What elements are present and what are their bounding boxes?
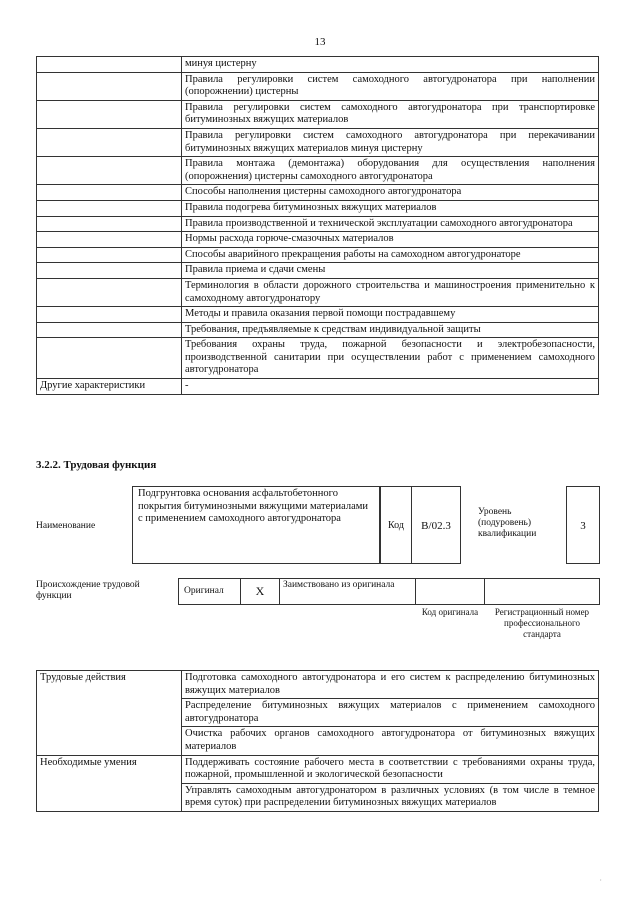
row-label-cell: Другие характеристики bbox=[37, 379, 182, 395]
table-row bbox=[37, 57, 599, 73]
row-text-cell: Способы наполнения цистерны самоходного автогудронатора bbox=[182, 185, 599, 201]
group-label-cell: Трудовые действия bbox=[37, 671, 182, 756]
corner-mark: · bbox=[599, 876, 602, 885]
row-text-cell: Нормы расхода горюче-смазочных материалов bbox=[182, 232, 599, 248]
row-text-cell: Методы и правила оказания первой помощи пострадавшему bbox=[182, 307, 599, 323]
row-text-cell: Требования охраны труда, пожарной безопасности и электробезопасности, производственной санитарии при осуществлении работ с применением самоходного автогудронатора bbox=[182, 338, 599, 379]
row-label-cell bbox=[37, 157, 182, 185]
row-label-cell bbox=[37, 200, 182, 216]
row-label-cell bbox=[37, 128, 182, 156]
reg-number-box bbox=[484, 578, 600, 605]
item-text-cell: Очистка рабочих органов самоходного автогудронатора от битуминозных вяжущих материалов bbox=[182, 727, 599, 755]
row-label-cell bbox=[37, 338, 182, 379]
origin-label: Происхождение трудовой функции bbox=[36, 580, 140, 601]
original-label: Оригинал bbox=[178, 578, 241, 605]
table-row bbox=[37, 322, 599, 338]
reg-number-caption: Регистрационный номер профессионального стандарта bbox=[494, 607, 590, 639]
table-row bbox=[37, 100, 599, 128]
row-text-cell: Способы аварийного прекращения работы на самоходном автогудронаторе bbox=[182, 247, 599, 263]
item-text-cell: Подготовка самоходного автогудронатора и его систем к распределению битуминозных вяжущих материалов bbox=[182, 671, 599, 699]
row-label-cell bbox=[37, 100, 182, 128]
table-row bbox=[37, 128, 599, 156]
item-text-cell: Распределение битуминозных вяжущих материалов с применением самоходного автогудронатора bbox=[182, 699, 599, 727]
table-row bbox=[37, 379, 599, 395]
row-label-cell bbox=[37, 185, 182, 201]
table-row bbox=[37, 307, 599, 323]
table-row bbox=[37, 278, 599, 306]
level-value: 3 bbox=[566, 486, 600, 564]
row-text-cell: Правила приема и сдачи смены bbox=[182, 263, 599, 279]
row-text-cell: - bbox=[182, 379, 599, 395]
row-text-cell: минуя цистерну bbox=[182, 57, 599, 73]
table-row bbox=[37, 338, 599, 379]
table-row bbox=[37, 232, 599, 248]
original-mark: X bbox=[240, 578, 280, 605]
code-original-box bbox=[415, 578, 485, 605]
table-row bbox=[37, 247, 599, 263]
table-row bbox=[37, 185, 599, 201]
row-text-cell: Требования, предъявляемые к средствам индивидуальной защиты bbox=[182, 322, 599, 338]
knowledge-table bbox=[36, 56, 599, 395]
row-text-cell: Терминология в области дорожного строительства и машиностроения применительно к самоходному автогудронатору bbox=[182, 278, 599, 306]
row-text-cell: Правила регулировки систем самоходного автогудронатора при перекачивании битуминозных вяжущих материалов минуя цистерну bbox=[182, 128, 599, 156]
item-text-cell: Поддерживать состояние рабочего места в соответствии с требованиями охраны труда, пожарной, промышленной и экологической безопасности bbox=[182, 755, 599, 783]
row-label-cell bbox=[37, 247, 182, 263]
function-name-field: Подгрунтовка основания асфальтобетонного покрытия битуминозными вяжущими материалами с применением самоходного автогудронатора bbox=[132, 486, 380, 564]
row-label-cell bbox=[37, 72, 182, 100]
section-title: 3.2.2. Трудовая функция bbox=[36, 459, 157, 471]
table-row bbox=[37, 755, 599, 783]
row-label-cell bbox=[37, 307, 182, 323]
row-label-cell bbox=[37, 216, 182, 232]
row-text-cell: Правила регулировки систем самоходного автогудронатора при наполнении (опорожнении) цистерны bbox=[182, 72, 599, 100]
row-text-cell: Правила монтажа (демонтажа) оборудования для осуществления наполнения (опорожнения) цистерны самоходного автогудронатора bbox=[182, 157, 599, 185]
code-label: Код bbox=[380, 486, 412, 564]
row-label-cell bbox=[37, 263, 182, 279]
table-row bbox=[37, 216, 599, 232]
level-label: Уровень (подуровень) квалификации bbox=[478, 507, 537, 539]
page-number: 13 bbox=[314, 36, 326, 48]
actions-skills-table bbox=[36, 670, 599, 812]
item-text-cell: Управлять самоходным автогудронатором в различных условиях (в том числе в темное время суток) при распределении битуминозных вяжущих материалов bbox=[182, 783, 599, 811]
group-label-cell: Необходимые умения bbox=[37, 755, 182, 811]
table-row bbox=[37, 72, 599, 100]
table-row bbox=[37, 671, 599, 699]
table-row bbox=[37, 200, 599, 216]
table-row bbox=[37, 263, 599, 279]
name-label: Наименование bbox=[36, 521, 96, 531]
row-label-cell bbox=[37, 232, 182, 248]
row-text-cell: Правила регулировки систем самоходного автогудронатора при транспортировке битуминозных вяжущих материалов bbox=[182, 100, 599, 128]
table-row bbox=[37, 157, 599, 185]
borrowed-label: Заимствовано из оригинала bbox=[279, 578, 416, 605]
row-label-cell bbox=[37, 278, 182, 306]
row-text-cell: Правила подогрева битуминозных вяжущих материалов bbox=[182, 200, 599, 216]
code-value: B/02.3 bbox=[411, 486, 461, 564]
row-label-cell bbox=[37, 322, 182, 338]
row-text-cell: Правила производственной и технической эксплуатации самоходного автогудронатора bbox=[182, 216, 599, 232]
row-label-cell bbox=[37, 57, 182, 73]
code-original-caption: Код оригинала bbox=[421, 607, 479, 617]
